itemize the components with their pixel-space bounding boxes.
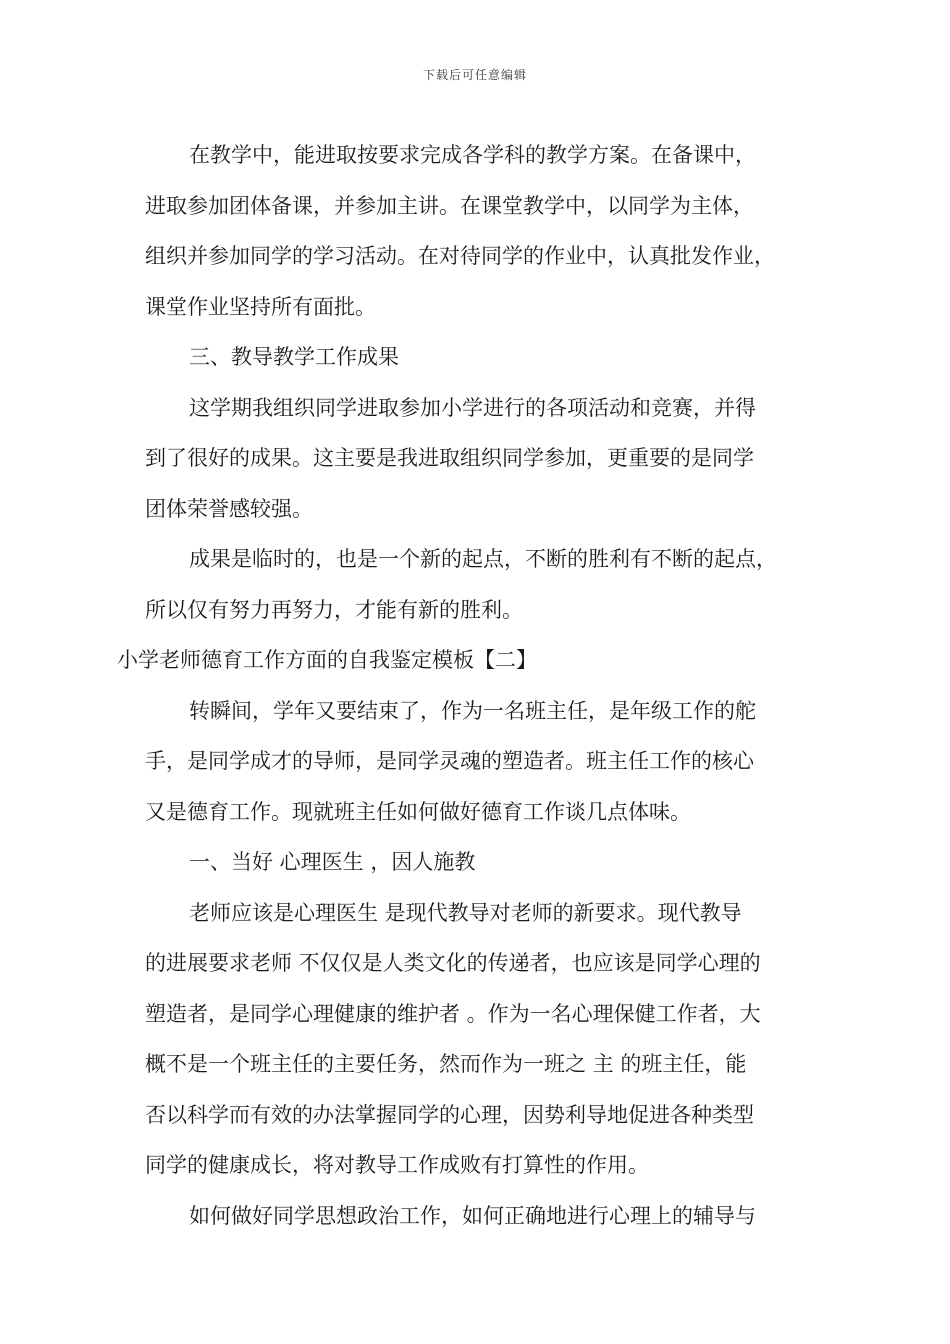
text-line: 在教学中，能进取按要求完成各学科的教学方案。在备课中， [189,143,756,167]
text-line: 塑造者，是同学心理健康的维护者 。作为一名心理保健工作者，大 [145,1001,761,1026]
text-line: 转瞬间，学年又要结束了，作为一名班主任，是年级工作的舵 [189,698,756,723]
text-line: 又是德育工作。现就班主任如何做好德育工作谈几点体味。 [145,799,691,824]
document-body [117,130,825,1241]
text-line: 这学期我组织同学进取参加小学进行的各项活动和竞赛，并得 [189,395,756,420]
text-line: 成果是临时的，也是一个新的起点，不断的胜利有不断的起点， [189,547,777,571]
section-heading: 小学老师德育工作方面的自我鉴定模板【二】 [117,648,537,672]
text-line: 老师应该是心理医生 是现代教导对老师的新要求。现代教导 [189,900,742,925]
text-line: 团体荣誉感较强。 [145,496,313,521]
text-line: 概不是一个班主任的主要任务，然而作为一班之 主 的班主任，能 [145,1052,747,1076]
text-line: 所以仅有努力再努力，才能有新的胜利。 [145,597,523,622]
text-line: 否以科学而有效的办法掌握同学的心理，因势利导地促进各种类型 [145,1102,754,1127]
text-line: 进取参加团体备课，并参加主讲。在课堂教学中，以同学为主体， [145,193,754,218]
header-note: 下载后可任意编辑 [422,68,527,82]
text-line: 一、当好 心理医生 ，因人施教 [189,850,476,874]
text-line: 三、教导教学工作成果 [189,345,399,369]
text-line: 如何做好同学思想政治工作，如何正确地进行心理上的辅导与 [189,1203,756,1228]
text-line: 手，是同学成才的导师，是同学灵魂的塑造者。班主任工作的核心 [145,749,754,773]
text-line: 到了很好的成果。这主要是我进取组织同学参加，更重要的是同学 [145,446,754,470]
text-line: 课堂作业坚持所有面批。 [145,294,376,319]
text-line: 组织并参加同学的学习活动。在对待同学的作业中，认真批发作业， [145,244,775,268]
text-line: 的进展要求老师 不仅仅是人类文化的传递者，也应该是同学心理的 [145,951,761,975]
text-line: 同学的健康成长，将对教导工作成败有打算性的作用。 [145,1153,649,1177]
